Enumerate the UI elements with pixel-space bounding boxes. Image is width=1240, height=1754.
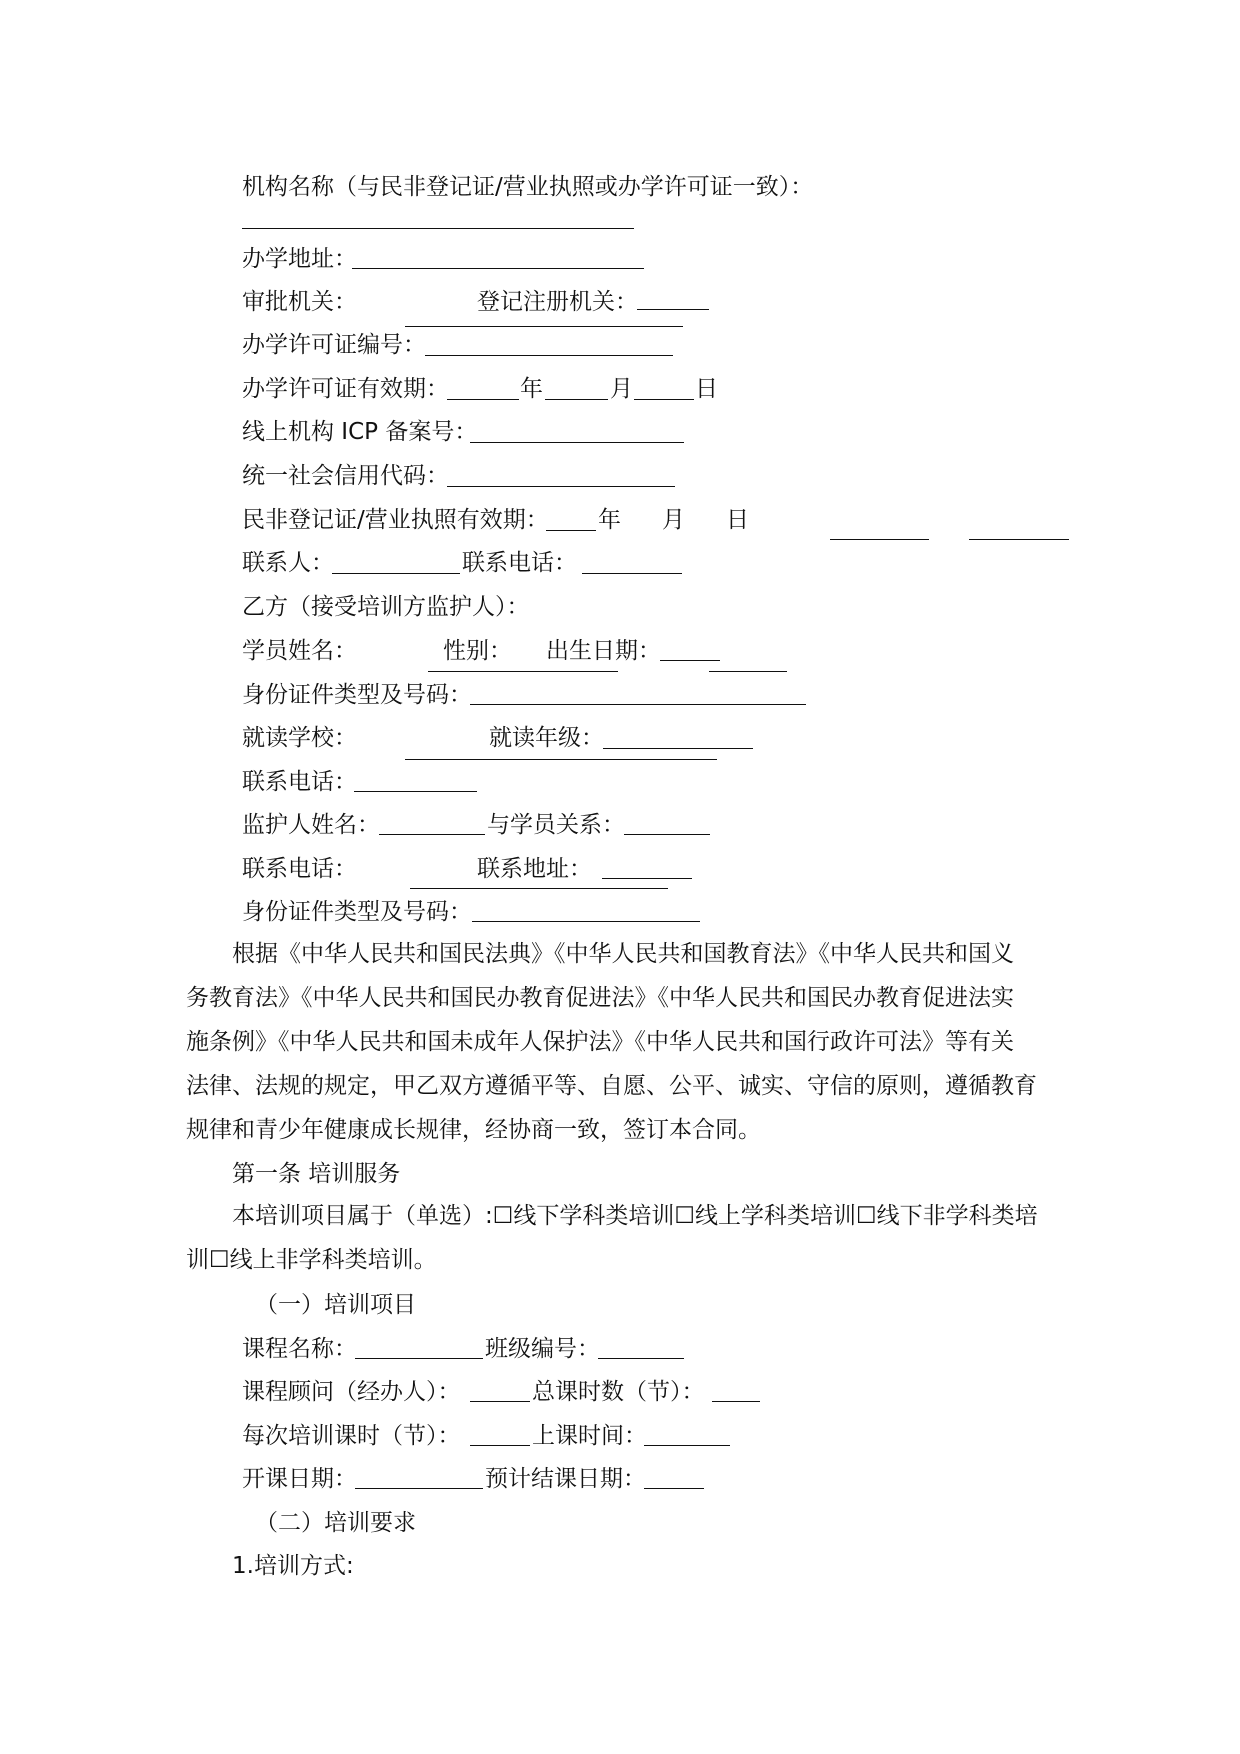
license-validity-label: 办学许可证有效期： — [242, 376, 449, 402]
session-hours-blank[interactable] — [470, 1445, 530, 1446]
preamble-line: 法律、法规的规定，甲乙双方遵循平等、自愿、公平、诚实、守信的原则，遵循教育 — [186, 1073, 1037, 1099]
credit-code-blank[interactable] — [447, 486, 675, 487]
start-date-blank[interactable] — [355, 1488, 483, 1489]
guardian-id-label: 身份证件类型及号码： — [242, 899, 472, 925]
registration-day-blank[interactable] — [969, 539, 1069, 540]
contact-blank[interactable] — [332, 573, 460, 574]
license-year-blank[interactable] — [447, 399, 519, 400]
phone-blank[interactable] — [354, 791, 477, 792]
phone-label: 联系电话： — [242, 769, 357, 795]
license-number-blank[interactable] — [425, 355, 673, 356]
approval-authority-blank[interactable] — [405, 326, 683, 327]
license-month-blank[interactable] — [545, 399, 608, 400]
advisor-label: 课程顾问（经办人）： — [242, 1379, 461, 1405]
class-time-label: 上课时间： — [532, 1423, 647, 1449]
birth-date-label: 出生日期： — [546, 638, 661, 664]
registration-day-unit: 日 — [726, 507, 749, 533]
id-type-number-blank[interactable] — [470, 704, 806, 705]
guardian-address-label: 联系地址： — [477, 856, 592, 882]
class-number-blank[interactable] — [598, 1358, 684, 1359]
icp-label: 线上机构 ICP 备案号： — [242, 419, 478, 445]
preamble-line: 规律和青少年健康成长规律，经协商一致，签订本合同。 — [186, 1117, 761, 1143]
address-label: 办学地址： — [242, 246, 357, 272]
session-hours-label: 每次培训课时（节）： — [242, 1423, 461, 1449]
contact-phone-label: 联系电话： — [462, 550, 577, 576]
registration-month-blank[interactable] — [830, 539, 929, 540]
birth-date-blank[interactable] — [660, 660, 720, 661]
guardian-phone-label: 联系电话： — [242, 856, 357, 882]
guardian-name-blank[interactable] — [379, 834, 485, 835]
registration-authority-blank[interactable] — [637, 309, 709, 310]
class-number-label: 班级编号： — [485, 1336, 600, 1362]
preamble-line: 施条例》《中华人民共和国未成年人保护法》《中华人民共和国行政许可法》等有关 — [186, 1029, 1014, 1055]
registration-month-unit: 月 — [662, 507, 685, 533]
org-name-label: 机构名称（与民非登记证/营业执照或办学许可证一致）： — [242, 174, 814, 200]
license-number-label: 办学许可证编号： — [242, 332, 426, 358]
preamble-line: 务教育法》《中华人民共和国民办教育促进法》《中华人民共和国民办教育促进法实 — [186, 985, 1014, 1011]
license-month-unit: 月 — [610, 376, 633, 402]
category-line: 训☐线上非学科类培训。 — [186, 1247, 437, 1273]
icp-blank[interactable] — [470, 442, 684, 443]
registration-year-blank[interactable] — [546, 530, 596, 531]
registration-year-unit: 年 — [598, 507, 621, 533]
license-year-unit: 年 — [520, 376, 543, 402]
org-name-blank[interactable] — [242, 228, 634, 229]
party-b-heading: 乙方（接受培训方监护人）： — [242, 594, 530, 620]
relation-blank[interactable] — [624, 834, 710, 835]
class-time-blank[interactable] — [644, 1445, 730, 1446]
relation-label: 与学员关系： — [487, 812, 625, 838]
gender-label: 性别： — [443, 638, 512, 664]
section1-title: （一）培训项目 — [255, 1292, 416, 1318]
section2-title: （二）培训要求 — [255, 1510, 416, 1536]
total-hours-blank[interactable] — [712, 1401, 760, 1402]
id-type-number-label: 身份证件类型及号码： — [242, 682, 472, 708]
grade-label: 就读年级： — [489, 725, 604, 751]
school-blank[interactable] — [405, 759, 717, 760]
preamble-paragraph — [186, 932, 1056, 1152]
school-label: 就读学校： — [242, 725, 357, 751]
student-name-gender-blank[interactable] — [428, 671, 618, 672]
credit-code-label: 统一社会信用代码： — [242, 463, 449, 489]
contact-label: 联系人： — [242, 550, 334, 576]
registration-validity-label: 民非登记证/营业执照有效期： — [242, 507, 549, 533]
end-date-label: 预计结课日期： — [485, 1466, 646, 1492]
guardian-name-label: 监护人姓名： — [242, 812, 380, 838]
course-name-blank[interactable] — [355, 1358, 483, 1359]
guardian-id-blank[interactable] — [472, 921, 700, 922]
training-mode-label: 1.培训方式: — [232, 1553, 354, 1579]
license-day-unit: 日 — [695, 376, 718, 402]
article1-title: 第一条 培训服务 — [232, 1161, 401, 1187]
student-name-label: 学员姓名： — [242, 638, 357, 664]
total-hours-label: 总课时数（节）： — [532, 1379, 705, 1405]
course-name-label: 课程名称： — [242, 1336, 357, 1362]
advisor-blank[interactable] — [470, 1401, 530, 1402]
category-line: 本培训项目属于（单选）:☐线下学科类培训☐线上学科类培训☐线下非学科类培 — [232, 1203, 1038, 1229]
category-paragraph — [186, 1194, 1056, 1282]
preamble-line: 根据《中华人民共和国民法典》《中华人民共和国教育法》《中华人民共和国义 — [232, 941, 1014, 967]
birth-date-extra-blank[interactable] — [709, 671, 787, 672]
address-blank[interactable] — [352, 268, 644, 269]
contact-phone-blank[interactable] — [582, 573, 682, 574]
approval-authority-label: 审批机关： — [242, 289, 357, 315]
end-date-blank[interactable] — [644, 1488, 704, 1489]
start-date-label: 开课日期： — [242, 1466, 357, 1492]
registration-authority-label: 登记注册机关： — [477, 289, 638, 315]
guardian-address-blank[interactable] — [602, 878, 692, 879]
guardian-phone-blank[interactable] — [410, 888, 668, 889]
grade-blank[interactable] — [603, 748, 753, 749]
license-day-blank[interactable] — [634, 399, 694, 400]
